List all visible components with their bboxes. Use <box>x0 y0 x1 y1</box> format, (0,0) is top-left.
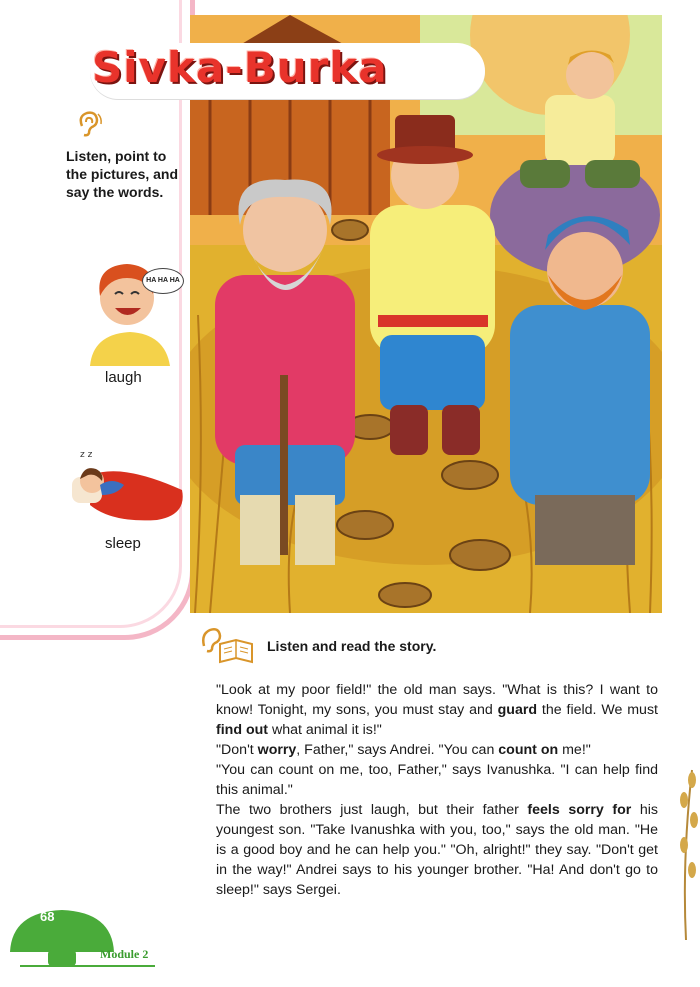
word-label-laugh: laugh <box>105 369 142 386</box>
page-title: Sivka-Burka <box>92 43 388 92</box>
story-illustration <box>190 15 662 613</box>
story-paragraph: "You can count on me, too, Father," says Ivanushka. "I can help find this animal." <box>216 762 658 798</box>
story-paragraph: "Look at my poor field!" the old man says. "What is this? I want to know! Tonight, my sons, you must stay and guard the field. We must find out what animal it is!" <box>216 682 658 738</box>
ear-icon <box>74 108 104 143</box>
key-word: feels sorry for <box>527 802 632 818</box>
book-listen-icon <box>198 624 256 671</box>
module-label: Module 2 <box>100 947 149 961</box>
page-number: 68 <box>40 909 55 924</box>
word-label-sleep: sleep <box>105 535 141 552</box>
key-word: guard <box>497 702 538 718</box>
key-word: worry <box>257 742 297 758</box>
instruction-text: Listen, point to the pictures, and say the words. <box>66 148 179 200</box>
story-paragraph: "Don't worry, Father," says Andrei. "You can count on me!" <box>216 742 591 758</box>
sleep-bubble: z z <box>80 450 93 460</box>
laugh-bubble: HA HA HA <box>142 268 184 294</box>
page-badge <box>0 900 160 975</box>
story-paragraph: The two brothers just laugh, but their father feels sorry for his youngest son. "Take Ivanushka with you, too," says the old man. "He is a good boy and he can help you." "Oh, alright!" they say. "Don't get in the way!" Andrei says to his younger brother. "Ha! And don't go to sleep!" says Sergei. <box>216 802 658 898</box>
key-word: count on <box>498 742 559 758</box>
key-word: find out <box>216 722 268 738</box>
sleep-picture <box>62 445 187 530</box>
wheat-decoration <box>672 760 700 945</box>
story-text <box>216 680 658 900</box>
story-heading: Listen and read the story. <box>267 638 437 654</box>
